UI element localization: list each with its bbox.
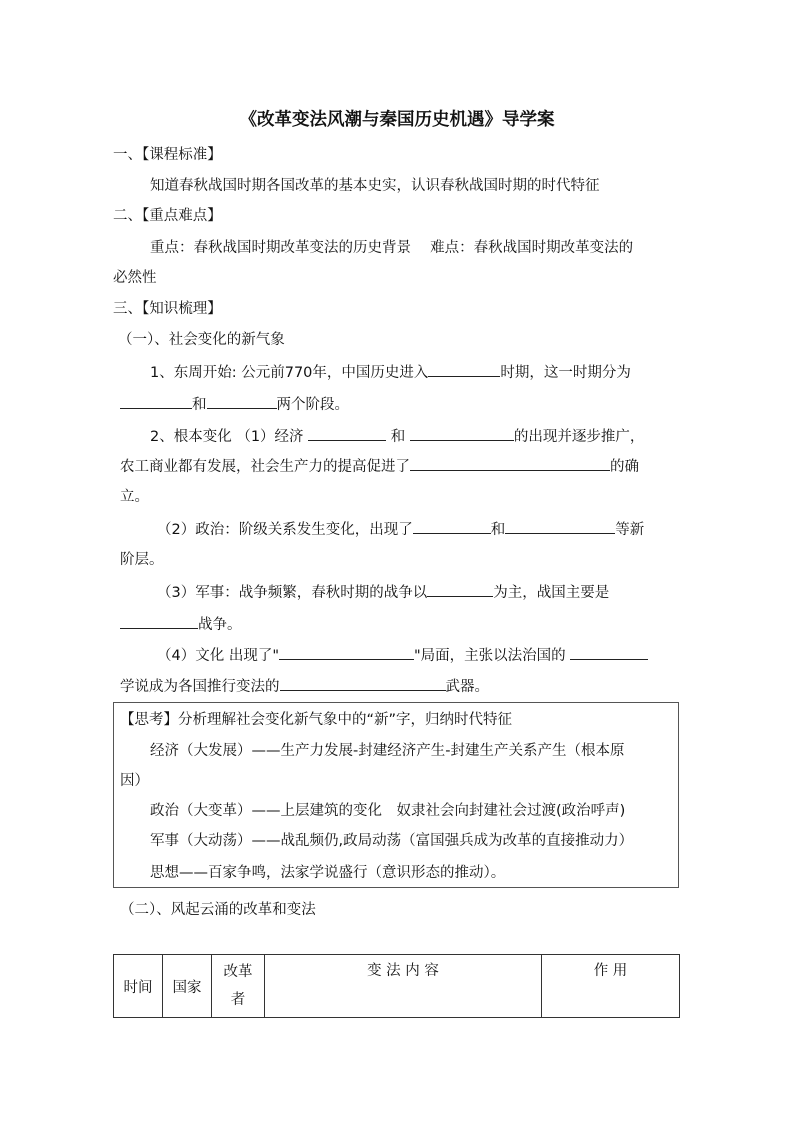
table-header-country: 国家 <box>163 955 212 1018</box>
question-2-text-c: 的出现并逐步推广， <box>513 429 645 445</box>
standards-text: 知道春秋战国时期各国改革的基本史实，认识春秋战国时期的时代特征 <box>150 178 600 194</box>
page-title: 《改革变法风潮与秦国历史机遇》导学案 <box>239 110 555 130</box>
question-5-text-a: （4）文化 出现了" <box>157 648 280 664</box>
keypoints-text-line2: 必然性 <box>113 270 157 286</box>
table-header-reformer-line1: 改革 <box>223 964 253 980</box>
section-heading-standards: 一、【课程标准】 <box>113 147 222 163</box>
table-header-reformer-line2: 者 <box>230 992 246 1008</box>
think-line-1: 【思考】分析理解社会变化新气象中的“新”字，归纳时代特征 <box>120 712 513 728</box>
blank-field[interactable] <box>427 582 493 597</box>
question-2-line1 <box>150 426 644 447</box>
table-header-time: 时间 <box>114 955 163 1018</box>
blank-field[interactable] <box>413 519 491 534</box>
question-5-line1 <box>157 645 648 666</box>
reform-table <box>113 954 680 1018</box>
table-header-row <box>114 955 680 1018</box>
question-3-text-c: 等新 <box>615 522 645 538</box>
question-5-text-b: "局面，主张以法治国的 <box>414 648 571 664</box>
question-1-line2 <box>120 394 349 415</box>
question-4-text-c: 战争。 <box>198 617 242 633</box>
table-header-effect: 作 用 <box>542 955 680 1018</box>
blank-field[interactable] <box>410 456 610 471</box>
question-5-text-d: 武器。 <box>445 679 489 695</box>
keypoints-text-line1: 重点：春秋战国时期改革变法的历史背景 难点：春秋战国时期改革变法的 <box>150 240 634 256</box>
question-4-line1 <box>157 582 609 603</box>
table-header-reformer <box>212 955 265 1018</box>
blank-field[interactable] <box>279 645 414 660</box>
question-2-line3: 立。 <box>120 489 149 505</box>
think-line-2: 经济（大发展）——生产力发展-封建经济产生-封建生产关系产生（根本原 <box>150 743 625 759</box>
blank-field[interactable] <box>120 614 198 629</box>
question-1-line1 <box>150 362 631 383</box>
blank-field[interactable] <box>308 426 386 441</box>
question-4-text-a: （3）军事：战争频繁，春秋时期的战争以 <box>157 585 428 601</box>
section-heading-keypoints: 二、【重点难点】 <box>113 208 222 224</box>
question-4-line2 <box>120 614 242 635</box>
question-1-text-c: 和 <box>192 397 207 413</box>
table-header-content: 变 法 内 容 <box>265 955 542 1018</box>
blank-field[interactable] <box>505 519 615 534</box>
question-1-text-b: 时期，这一时期分为 <box>500 365 631 381</box>
question-2-text-e: 的确 <box>610 459 639 475</box>
blank-field[interactable] <box>428 362 500 377</box>
question-2-line2 <box>120 456 639 477</box>
question-3-line1 <box>157 519 644 540</box>
question-3-text-a: （2）政治：阶级关系发生变化，出现了 <box>157 522 413 538</box>
blank-field[interactable] <box>280 676 446 691</box>
question-4-text-b: 为主，战国主要是 <box>493 585 610 601</box>
question-2-text-a: 2、根本变化 （1）经济 <box>150 429 309 445</box>
question-1-text-a: 1、东周开始: 公元前770年，中国历史进入 <box>150 365 429 381</box>
question-2-text-b: 和 <box>390 429 410 445</box>
blank-field[interactable] <box>120 394 192 409</box>
section-heading-knowledge: 三、【知识梳理】 <box>113 301 222 317</box>
question-5-text-c: 学说成为各国推行变法的 <box>120 679 280 695</box>
part1-heading: （一）、社会变化的新气象 <box>118 332 285 348</box>
question-2-text-d: 农工商业都有发展，社会生产力的提高促进了 <box>120 459 410 475</box>
think-line-6: 思想——百家争鸣，法家学说盛行（意识形态的推动）。 <box>150 865 506 881</box>
think-line-3: 因） <box>120 773 149 789</box>
blank-field[interactable] <box>410 426 514 441</box>
question-3-text-b: 和 <box>490 522 506 538</box>
blank-field[interactable] <box>207 394 277 409</box>
question-3-line2: 阶层。 <box>120 552 164 568</box>
think-line-5: 军事（大动荡）——战乱频仍,政局动荡（富国强兵成为改革的直接推动力） <box>150 833 634 849</box>
part2-heading: （二）、风起云涌的改革和变法 <box>120 902 316 918</box>
think-line-4: 政治（大变革）——上层建筑的变化 奴隶社会向封建社会过渡(政治呼声) <box>150 803 626 819</box>
blank-field[interactable] <box>570 645 648 660</box>
question-1-text-d: 两个阶段。 <box>276 397 349 413</box>
question-5-line2 <box>120 676 489 697</box>
